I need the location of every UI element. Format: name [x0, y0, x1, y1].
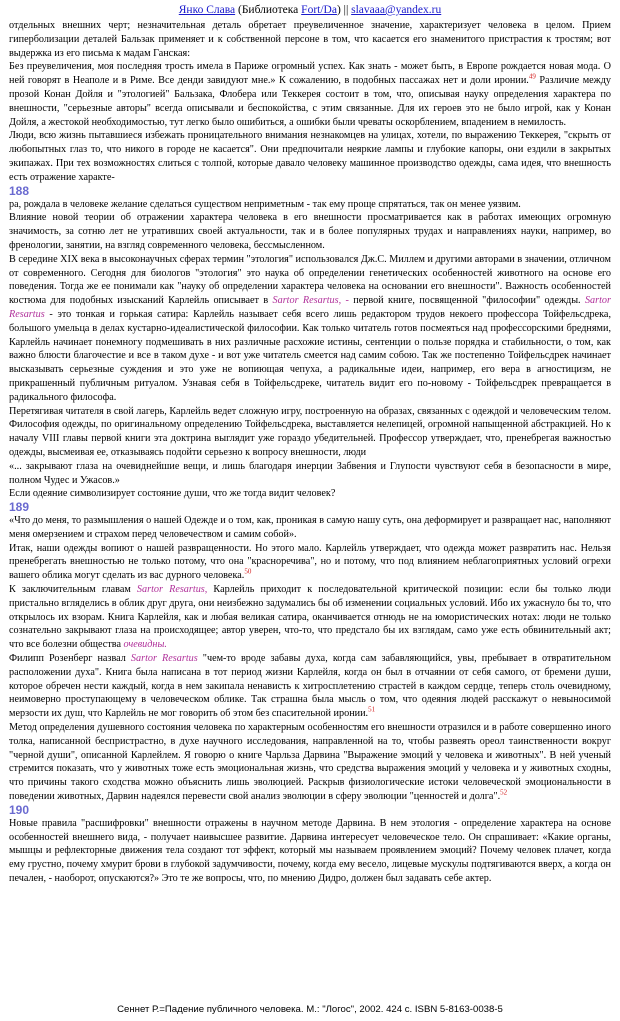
- emphasis: очевидны.: [123, 639, 167, 651]
- library-prefix: (Библиотека: [235, 4, 302, 16]
- paragraph: ра, рождала в человеке желание сделаться существом неприметным - так ему проще спрятаться, так он менее уязвим.: [9, 198, 521, 210]
- paragraph-text: Итак, наши одежды вопиют о нашей развращенности. Но этого мало. Карлейль утверждает, что одежда может развратить нас. Нельзя пренебрегать внешностью не только потому, что она "красноречива", но и потому, что под влиянием неблагоприятных условий огрехи вашего облика могут сделать из вас дурного человека.: [9, 542, 611, 582]
- paragraph-text: - это тонкая и горькая сатира: Карлейль называет себя всего лишь редактором трудов некоего профессора Тойфельсдрека, большого умельца в делах кустарно-идеалистической философии. Как только читатель готов посмеяться над профессорскими бреднями, Карлейль начинает понемногу подмешивать в них различные расхожие истины, сентенции о пользе порядка и стабильности, о том, как важно блюсти благочестие и все в таком духе - и вот уже читатель смеется над самим собою. Так же постепенно Тойфельсдрек начинает высказывать серьезные суждения и это уже не вопиющая чепуха, а радикальные идеи, например, его вера в агностицизм, не прикрашенный публичным ритуалом. Узнавая себя в Тойфельсдреке, читатель видит его по-новому - Тойфельсдрек превращается в радикального философа.: [9, 308, 611, 403]
- book-title: Sartor Resartus: [130, 653, 198, 665]
- library-link[interactable]: Fort/Da: [301, 4, 337, 16]
- paragraph-text: К заключительным главам: [9, 584, 137, 596]
- page-number: 190: [9, 802, 30, 817]
- paragraph: [9, 652, 611, 721]
- paragraph-text: Карлейль приходит к последовательной критической позиции: если бы только люди пристально вгляделись в облик друг друга, они неизбежно задумались бы об изменении социальных условий. Ибо их ужаснуло бы то, что открылось их взорам. Книга Карлейля, как и любая великая сатира, оканчивается отнюдь не на юмористических нотах: люди не только сознательно закрывают глаза на происходящее; автор уверен, что-то, что предстало бы их взглядам, само уже есть обвинительный акт; что все болезни общества: [9, 584, 611, 651]
- paragraph-text: В середине XIX века в высоконаучных сферах термин "этология" использовался Дж.С. Миллем и другими авторами в значении, отличном от современного. Сегодня для биологов "этология" это наука об определении генетических особенностей животного на основе его поведения. Тогда же ее понимали как "науку об определении характера человека на основании его внешности". Важность особенностей костюма для подобных изысканий Карлейль описывает в: [9, 253, 611, 307]
- paragraph-text: Филипп Розенберг назвал: [9, 653, 131, 665]
- book-title: Sartor Resartus: [9, 295, 611, 320]
- paragraph: Новые правила "расшифровки" внешности отражены в научном методе Дарвина. В нем этология - определение характера на основе особенностей внешнего вида, - получает наивысшее развитие. Дарвина интересует человеческое тело. Он спрашивает: «Какие органы, мышцы и рефлекторные движения тела создают тот эффект, который мы называем проявлением эмоций? Почему человек плачет, когда ему грустно, почему хмурит брови в глубокой задумчивости, почему, когда ему весело, лицевые мускулы подтягиваются вверх, а когда он печален, - наоборот, опускаются?» Это те же вопросы, что, по мнению Дидро, должен был задавать себе актер.: [9, 817, 611, 885]
- paragraph: [9, 60, 611, 129]
- paragraph-text: первой книге, посвященной "философии" одежды.: [348, 295, 585, 307]
- footnote-ref[interactable]: 52: [500, 788, 508, 797]
- paragraph: Влияние новой теории об отражении характера человека в его внешности просматривается как в работах имеющих огромную значимость, за сотню лет не утративших своей актуальности, так и в более популярных трудах и направлениях науки, например, во френологии, занятии, на взгляд современного человека, бессмысленном.: [9, 212, 611, 251]
- page-number: 188: [9, 183, 30, 198]
- paragraph: отдельных внешних черт; незначительная деталь обретает преувеличенное значение, характеризует человека в целом. Прием гиперболизации деталей Бальзак применяет и к собственной персоне в том, что касается его знаменитого пристрастия к тростям; вот выдержка из его письма к мадам Ганская:: [9, 20, 611, 59]
- quote: «... закрывают глаза на очевиднейшие вещи, и лишь благодаря инерции Забвения и Глупости чувствуют себя в безопасности в мире, полном Чудес и Ужасов.»: [9, 460, 611, 486]
- footnote-ref[interactable]: 50: [244, 567, 252, 576]
- paragraph: Люди, всю жизнь пытавшиеся избежать проницательного внимания незнакомцев на улицах, хотели, по выражению Теккерея, "скрыть от любопытных глаз то, что никого в городе не касается". Они предпочитали неяркие лампы и глубокие капоры, они ездили в закрытых экипажах. При тех возможностях слиться с толпой, которые давало человеку машинное производство одежды, сама идея, что внешность есть отражение характе-: [9, 130, 611, 183]
- paragraph-text: Без преувеличения, моя последняя трость имела в Париже огромный успех. Как знать - может быть, в Европе рождается новая мода. О ней говорят в Неаполе и в Риме. Все денди завидуют мне.» К сожалению, в подобных пассажах нет и доли иронии.: [9, 61, 611, 87]
- paragraph-text: "чем-то вроде забавы духа, когда сам забавляющийся, увы, пребывает в отвратительном расположении духа". Книга была написана в тот период жизни Карлейля, когда он был в отчаянии от себя самого, от бремени души, которое обречен нести каждый, когда в нем закипала ненависть к хитросплетению страстей в каждом сердце, теперь столь очевидному, неимоверно проступающему в человеческом облике. Так страшна была мысль о том, что одеяния людей расскажут о невыносимой мерзости их душ, что Карлейль не мог говорить об этом без спасительной иронии.: [9, 653, 611, 720]
- footnote-ref[interactable]: 49: [528, 72, 536, 81]
- page-header: [0, 0, 620, 19]
- paragraph: [9, 253, 611, 405]
- book-title: Sartor Resartus, -: [272, 295, 349, 307]
- author-link[interactable]: Янко Слава: [178, 4, 236, 16]
- paragraph: Перетягивая читателя в свой лагерь, Карлейль ведет сложную игру, построенную на образах, связанных с одеждой и человеческим телом. Философия одежды, по оригинальному определению Тойфельсдрека, выставляется нелепицей, огромной напыщенной абстракцией. Но к началу VIII главы первой книги эта доктрина выглядит уже гораздо убедительней. Профессор утверждает, что, пренебрегая важностью одежды, высмеивая ее, отказываясь подойти серьезно к вопросу внешности, люди: [9, 405, 611, 458]
- paragraph: Если одеяние символизирует состояние души, что же тогда видит человек?: [9, 488, 336, 500]
- paragraph-text: Метод определения душевного состояния человека по характерным особенностям его внешности отразился и в работе совершенно иного толка, написанной беспристрастно, в духе научного исследования, направленной на то, чтобы развеять ореол таинственности вокруг "черной души", описанной Карлейлем. Я говорю о книге Чарльза Дарвина "Выражение эмоций у человека и животных". В ней ученый стремится показать, что у животных тоже есть эмоциональная жизнь, что средства выражения эмоций у человека и у животных сходны, что причины такого сходства можно объяснить лишь эволюцией. Раскрыв физиологические истоки человеческой эмоциональности в поведении животных, Дарвин надеялся перевести свой анализ эволюции в сферу эволюции "ценностей и долга".: [9, 722, 611, 803]
- book-title: Sartor Resartus,: [136, 584, 208, 596]
- paragraph: [9, 721, 611, 804]
- email-link[interactable]: slavaaa@yandex.ru: [351, 4, 442, 16]
- paragraph: [9, 542, 611, 583]
- paragraph: [9, 583, 611, 652]
- page-footer: Сеннет Р.=Падение публичного человека. М.: "Логос", 2002. 424 с. ISBN 5-8163-0038-5: [117, 1004, 503, 1015]
- quote: «Что до меня, то размышления о нашей Одежде и о том, как, проникая в самую нашу суть, она деформирует и развращает нас, наполняют меня омерзением и страхом перед человечеством и самим собой».: [9, 515, 611, 540]
- paragraph-text: Различие между прозой Конан Дойля и "этологией" Бальзака, Флобера или Теккерея состоит в том, что, описывая науку определения характера по внешности, "серьезные авторы" всегда описывали и беспокойства, с этим связанные. Для их героев это не было игрой, как у Конан Дойля, а жестокой необходимостью, тут легко было ошибиться, а ошибки были чреваты оскорблением, впадением в немилость.: [9, 75, 611, 128]
- library-suffix: ) ||: [336, 4, 352, 16]
- page-body: [9, 19, 611, 993]
- page-number: 189: [9, 500, 30, 515]
- footnote-ref[interactable]: 51: [368, 705, 376, 714]
